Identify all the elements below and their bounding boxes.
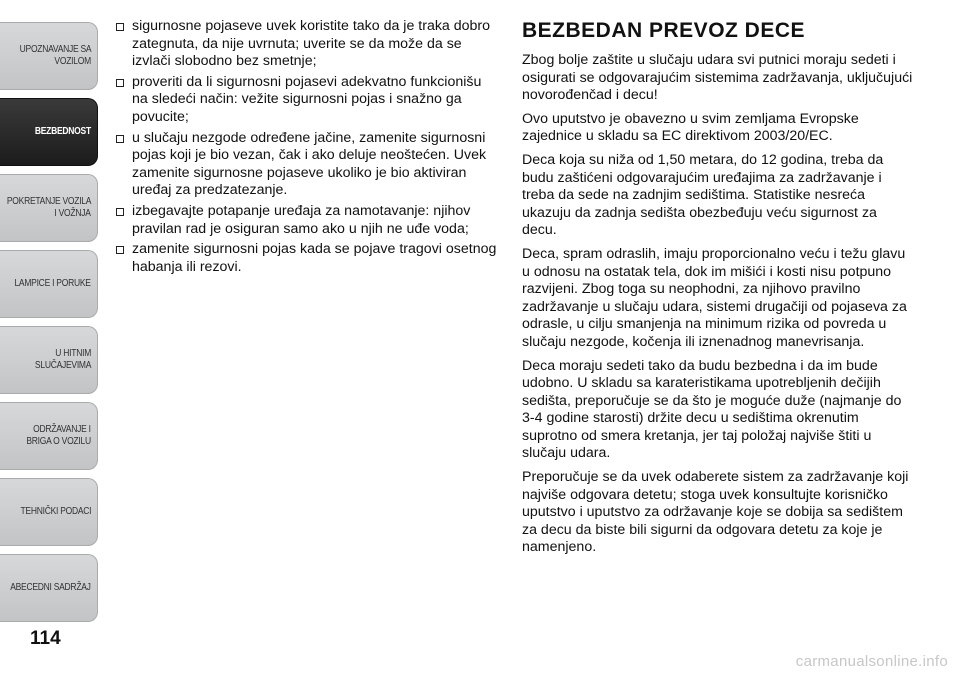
list-item-text: proveriti da li sigurnosni pojasevi adekvatno funkcionišu na sledeći način: vežite sigurnosni pojas i snažno ga povucite; bbox=[132, 73, 482, 125]
list-item-text: sigurnosne pojaseve uvek koristite tako da je traka dobro zategnuta, da nije uvrnuta; uverite se da može da se izvlači slobodno bez smetnje; bbox=[132, 18, 491, 70]
tab-label: I VOŽNJA bbox=[54, 208, 91, 219]
tab-label: BEZBEDNOST bbox=[34, 126, 91, 137]
paragraph: Deca moraju sedeti tako da budu bezbedna i da im bude udobno. U skladu sa karateristikama upotrebljenih dečijih sedišta, preporučuje se da što je moguće duže (najmanje do 3-4 godine starosti) držite decu u sedištima okrenutim suprotno od smera kretanja, jer taj položaj najviše štiti u slučaju udara. bbox=[522, 357, 902, 462]
list-item-text: zamenite sigurnosni pojas kada se pojave tragovi osetnog habanja ili rezovi. bbox=[132, 241, 497, 275]
paragraph: Deca, spram odraslih, imaju proporcionalno veću i težu glavu u odnosu na ostatak tela, dok im mišići i kosti nisu potpuno razvijeni. Zbog toga su neophodni, za njihovo pravilno zadržavanje u slučaju udara, sistemi drugačiji od pojaseva za odrasle, u cilju smanjenja na minimum rizika od povreda u slučaju nezgode, kočenja ili iznenadnog manevrisanja. bbox=[522, 245, 907, 350]
watermark: carmanualsonline.info bbox=[795, 653, 948, 670]
left-column bbox=[114, 18, 498, 279]
section-heading: BEZBEDAN PREVOZ DECE bbox=[522, 19, 806, 42]
list-item-text: u slučaju nezgode određene jačine, zamenite sigurnosni pojas koji je bio vezan, čak i ako deluje neoštećen. Uvek zamenite sigurnosne pojaseve ukoliko je bio aktiviran uređaj za predzatezanje. bbox=[132, 129, 487, 199]
tab-label: VOZILOM bbox=[54, 56, 91, 67]
checkbox-bullet-icon bbox=[116, 23, 124, 31]
list-item bbox=[114, 203, 498, 238]
list-item bbox=[114, 241, 498, 276]
list-item bbox=[114, 130, 498, 200]
tab-tehnicki-podaci[interactable] bbox=[0, 478, 98, 546]
tab-label: U HITNIM bbox=[55, 348, 91, 359]
paragraph: Preporučuje se da uvek odaberete sistem za zadržavanje koji najviše odgovara detetu; stoga uvek konsultujte korisničko uputstvo i uputstvo za održavanje koje se dobija sa sedištem za decu da biste bili sigurni da odgovara detetu za koje je namenjeno. bbox=[522, 469, 909, 556]
paragraph: Deca koja su niža od 1,50 metara, do 12 godina, treba da budu zaštićeni odgovarajućim uređajima za zadržavanje i treba da sede na zadnjim sedištima. Statistike nesreća ukazuju da zadnja sedišta obezbeđuju veću sigurnost za decu. bbox=[522, 151, 884, 239]
right-column bbox=[522, 18, 914, 563]
tab-label: UPOZNAVANJE SA bbox=[19, 44, 91, 55]
tab-pokretanje-vozila[interactable] bbox=[0, 174, 98, 242]
tab-u-hitnim-slucajevima[interactable] bbox=[0, 326, 98, 394]
tab-lampice-i-poruke[interactable] bbox=[0, 250, 98, 318]
tab-label: POKRETANJE VOZILA bbox=[6, 196, 91, 207]
tab-label: LAMPICE I PORUKE bbox=[14, 278, 91, 289]
tab-label: ODRŽAVANJE I bbox=[33, 424, 91, 435]
checkbox-bullet-icon bbox=[116, 79, 124, 87]
tab-label: SLUČAJEVIMA bbox=[34, 360, 91, 371]
tab-label: TEHNIČKI PODACI bbox=[20, 506, 91, 517]
bullet-list bbox=[114, 18, 498, 276]
tab-label: BRIGA O VOZILU bbox=[26, 436, 91, 447]
tab-upoznavanje-sa-vozilom[interactable] bbox=[0, 22, 98, 90]
list-item-text: izbegavajte potapanje uređaja za namotavanje: njihov pravilan rad je osiguran samo ako u njih ne uđe voda; bbox=[132, 202, 471, 237]
checkbox-bullet-icon bbox=[116, 208, 124, 216]
page-number: 114 bbox=[30, 628, 61, 649]
list-item bbox=[114, 74, 498, 127]
tab-label: ABECEDNI SADRŽAJ bbox=[10, 582, 91, 593]
tab-odrzavanje[interactable] bbox=[0, 402, 98, 470]
paragraph: Ovo uputstvo je obavezno u svim zemljama Evropske zajednice u skladu sa EC direktivom 2003/20/EC. bbox=[522, 110, 859, 145]
tab-abecedni-sadrzaj[interactable] bbox=[0, 554, 98, 622]
tab-bezbednost[interactable] bbox=[0, 98, 98, 166]
checkbox-bullet-icon bbox=[116, 246, 124, 254]
list-item bbox=[114, 18, 498, 71]
paragraph: Zbog bolje zaštite u slučaju udara svi putnici moraju sedeti i osigurati se odgovarajućim sistemima zadržavanja, uključujući novorođenčad i decu! bbox=[522, 52, 913, 104]
checkbox-bullet-icon bbox=[116, 135, 124, 143]
